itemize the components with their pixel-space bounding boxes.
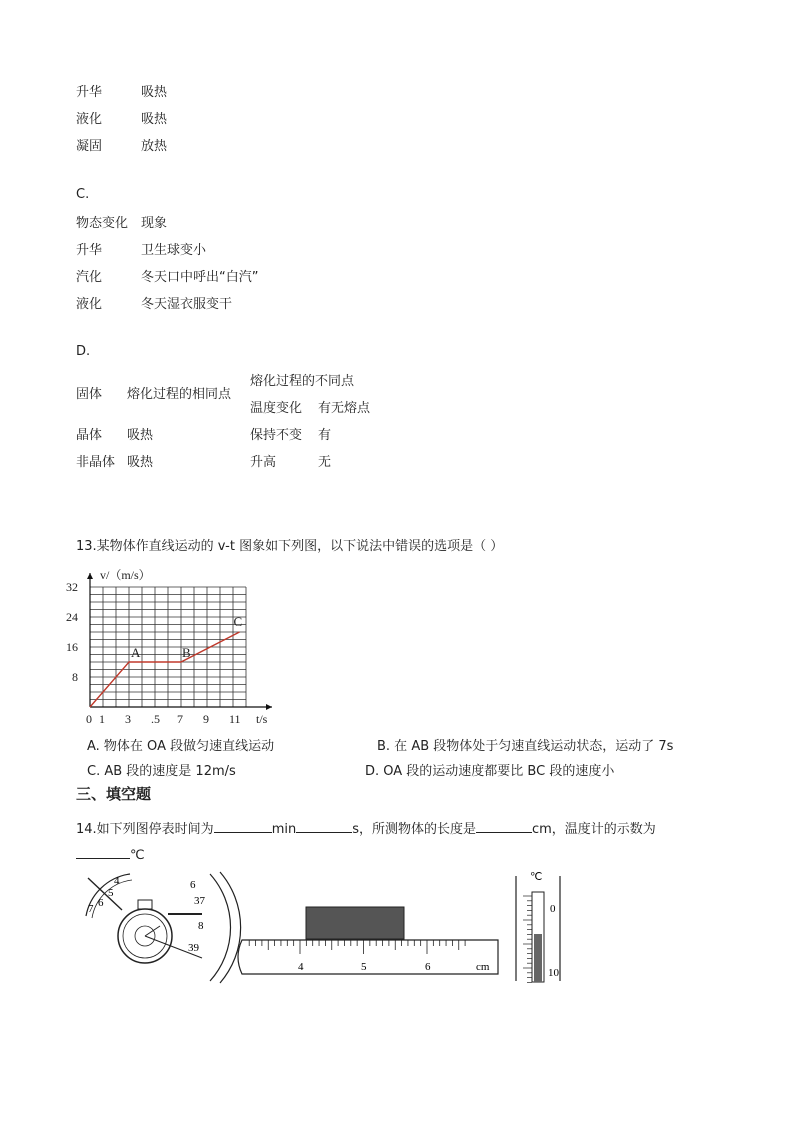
- blank-cm[interactable]: [476, 818, 532, 833]
- table-cell: 吸热: [141, 85, 168, 100]
- table-cell: 无: [318, 455, 332, 470]
- table-cell: 物态变化: [76, 216, 129, 231]
- question-14-stem-line2: [76, 844, 145, 863]
- table-cell: 升华: [76, 85, 103, 100]
- stopwatch-scale: 6: [190, 879, 196, 891]
- q14-figures: [70, 866, 570, 991]
- table-header: 固体: [76, 387, 103, 402]
- table-header: 熔化过程的不同点: [250, 374, 355, 389]
- q14-unit-s: s，所测物体的长度是: [352, 822, 476, 837]
- y-tick-label: 8: [72, 670, 78, 684]
- ruler-unit: cm: [476, 961, 490, 973]
- table-cell: 现象: [141, 216, 168, 231]
- ruler-tick-label: 5: [361, 961, 367, 973]
- choice-a: A. 物体在 OA 段做匀速直线运动: [87, 739, 275, 754]
- blank-temp[interactable]: [76, 844, 130, 859]
- table-cell: 吸热: [127, 455, 154, 470]
- y-tick-label: 32: [66, 580, 78, 594]
- x-tick-label: 7: [177, 712, 183, 726]
- table-cell: 保持不变: [250, 428, 303, 443]
- table-header: 熔化过程的相同点: [127, 387, 232, 402]
- x-tick-label: 3: [125, 712, 131, 726]
- question-13-stem: 13.某物体作直线运动的 v-t 图象如下列图，以下说法中错误的选项是（ ）: [76, 539, 504, 554]
- table-subheader: 有无熔点: [318, 401, 371, 416]
- q14-unit-cm: cm，温度计的示数为: [531, 822, 656, 837]
- x-tick-label: 1: [99, 712, 105, 726]
- stopwatch-tick: 5: [108, 887, 114, 899]
- ruler-tick-label: 4: [298, 961, 304, 973]
- chart-grid: [87, 573, 272, 710]
- table-cell: 放热: [141, 139, 168, 154]
- blank-min[interactable]: [214, 818, 272, 833]
- table-cell: 非晶体: [76, 455, 116, 470]
- x-tick-label: 9: [203, 712, 209, 726]
- thermo-tick-label: 0: [550, 903, 556, 915]
- q14-unit-c: ℃: [130, 848, 145, 863]
- stopwatch-figure: [86, 872, 241, 983]
- table-subheader: 温度变化: [250, 401, 303, 416]
- ruler-figure: [238, 907, 498, 974]
- ruler-tick-label: 6: [425, 961, 431, 973]
- stopwatch-scale: 37: [194, 895, 205, 907]
- chart-x-axis-label: t/s: [256, 712, 268, 726]
- option-label: D.: [76, 344, 91, 359]
- table-cell: 汽化: [76, 270, 103, 285]
- y-axis-arrow: [87, 573, 93, 579]
- point-label: B: [182, 645, 191, 660]
- x-tick-label: 11: [229, 712, 241, 726]
- section-title: 三、填空题: [76, 785, 152, 803]
- choice-b: B. 在 AB 段物体处于匀速直线运动状态，运动了 7s: [377, 739, 674, 754]
- vt-chart: [66, 562, 300, 730]
- x-axis-arrow: [266, 704, 272, 710]
- stopwatch-tick: 7: [88, 903, 94, 915]
- table-cell: 液化: [76, 112, 103, 127]
- y-tick-label: 24: [66, 610, 78, 624]
- blank-s[interactable]: [296, 818, 352, 833]
- x-tick-label: .5: [151, 712, 160, 726]
- table-cell: 升华: [76, 243, 103, 258]
- table-cell: 卫生球变小: [141, 243, 207, 258]
- table-cell: 吸热: [127, 428, 154, 443]
- thermometer-figure: [516, 871, 560, 982]
- thermo-ticks: [523, 896, 532, 982]
- thermo-tick-label: 10: [548, 967, 559, 979]
- q14-prefix: 14.如下列图停表时间为: [76, 822, 214, 837]
- table-cell: 液化: [76, 297, 103, 312]
- option-label: C.: [76, 187, 90, 202]
- choice-c: C. AB 段的速度是 12m/s: [87, 764, 236, 779]
- point-label: C: [233, 614, 243, 629]
- x-tick-label: 0: [86, 712, 92, 726]
- stopwatch-tick: 4: [114, 875, 120, 887]
- table-cell: 冬天湿衣服变干: [141, 297, 233, 312]
- table-cell: 冬天口中呼出“白汽”: [141, 270, 259, 285]
- question-14-stem: [76, 818, 656, 837]
- point-label: A: [131, 645, 141, 660]
- table-cell: 吸热: [141, 112, 168, 127]
- chart-y-axis-label: v/（m/s）: [100, 568, 151, 582]
- table-cell: 升高: [250, 455, 277, 470]
- y-tick-label: 16: [66, 640, 78, 654]
- stopwatch-tick: 6: [98, 897, 104, 909]
- table-cell: 凝固: [76, 139, 103, 154]
- stopwatch-scale: 8: [198, 920, 204, 932]
- stopwatch-scale: 39: [188, 942, 199, 954]
- choice-d: D. OA 段的运动速度都要比 BC 段的速度小: [365, 764, 615, 779]
- table-cell: 晶体: [76, 428, 103, 443]
- q14-unit-min: min: [271, 822, 297, 837]
- thermo-unit: ℃: [530, 871, 543, 883]
- table-cell: 有: [318, 428, 332, 443]
